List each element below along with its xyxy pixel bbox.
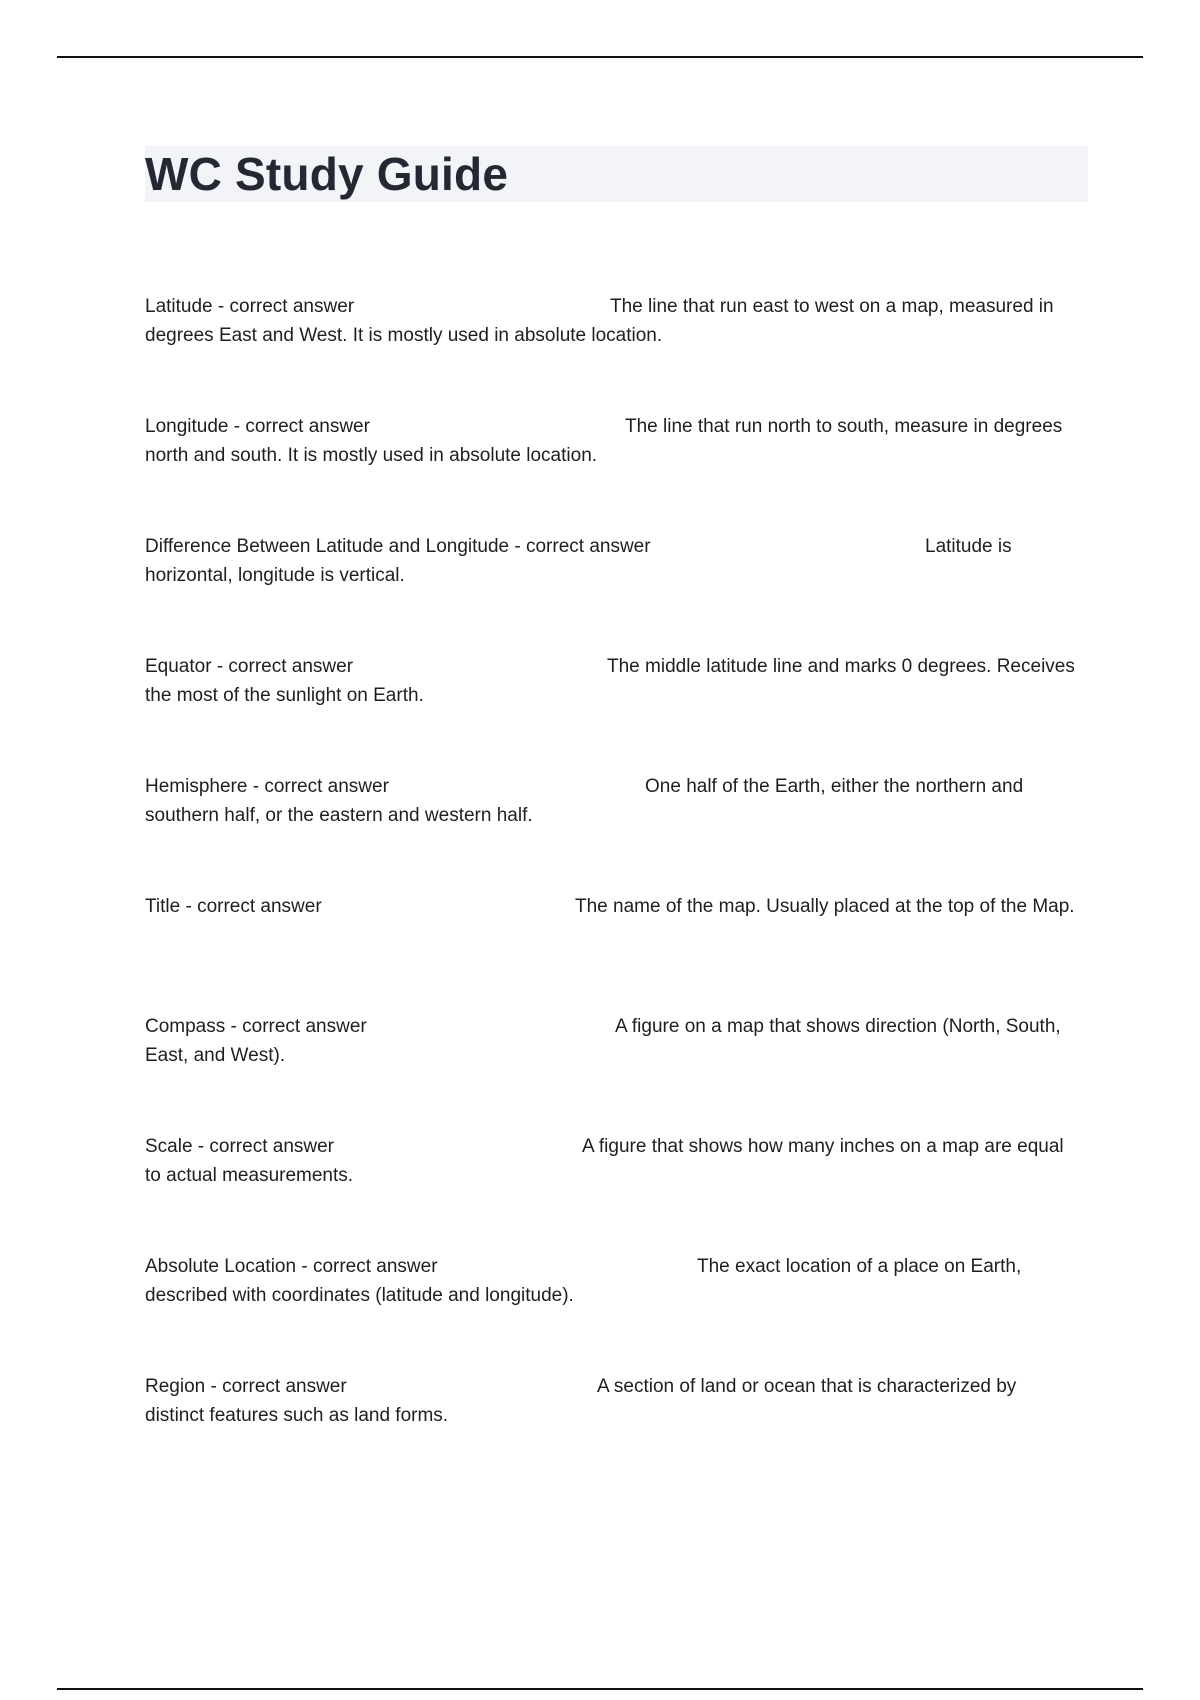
- flashcard-entry: [145, 1252, 1085, 1372]
- entry-term: Compass - correct answer: [145, 1016, 367, 1037]
- flashcard-entry: [145, 1372, 1085, 1492]
- top-rule: [57, 56, 1143, 58]
- flashcard-entry: [145, 292, 1085, 412]
- entry-term: Latitude - correct answer: [145, 296, 355, 317]
- entry-term: Longitude - correct answer: [145, 416, 370, 437]
- entry-definition: The name of the map. Usually placed at the top of the Map.: [575, 896, 1075, 917]
- flashcard-entry: [145, 772, 1085, 892]
- entry-term: Scale - correct answer: [145, 1136, 335, 1157]
- flashcard-list: [145, 292, 1085, 1492]
- entry-definition: A section of land or ocean that is characterized by distinct features such as land forms.: [145, 1376, 1017, 1426]
- entry-term: Absolute Location - correct answer: [145, 1256, 438, 1277]
- flashcard-entry: [145, 412, 1085, 532]
- flashcard-entry: [145, 1012, 1085, 1132]
- bottom-rule: [57, 1688, 1143, 1690]
- entry-term: Difference Between Latitude and Longitude - correct answer: [145, 536, 651, 557]
- entry-definition: A figure on a map that shows direction (North, South, East, and West).: [145, 1016, 1061, 1066]
- flashcard-entry: [145, 532, 1085, 652]
- entry-definition: Latitude is horizontal, longitude is vertical.: [145, 536, 1012, 586]
- entry-definition: The line that run north to south, measure in degrees north and south. It is mostly used in absolute location.: [145, 416, 1063, 466]
- page-title: WC Study Guide: [145, 148, 509, 200]
- entry-term: Equator - correct answer: [145, 656, 354, 677]
- entry-definition: A figure that shows how many inches on a map are equal to actual measurements.: [145, 1136, 1064, 1186]
- entry-term: Region - correct answer: [145, 1376, 347, 1397]
- flashcard-entry: [145, 892, 1085, 1012]
- entry-term: Title - correct answer: [145, 896, 322, 917]
- entry-term: Hemisphere - correct answer: [145, 776, 389, 797]
- flashcard-entry: [145, 1132, 1085, 1252]
- entry-definition: The exact location of a place on Earth, described with coordinates (latitude and longitude).: [145, 1256, 1022, 1306]
- entry-definition: One half of the Earth, either the northern and southern half, or the eastern and western half.: [145, 776, 1024, 826]
- entry-definition: The line that run east to west on a map, measured in degrees East and West. It is mostly used in absolute location.: [145, 296, 1054, 346]
- entry-definition: The middle latitude line and marks 0 degrees. Receives the most of the sunlight on Earth.: [145, 656, 1075, 706]
- flashcard-entry: [145, 652, 1085, 772]
